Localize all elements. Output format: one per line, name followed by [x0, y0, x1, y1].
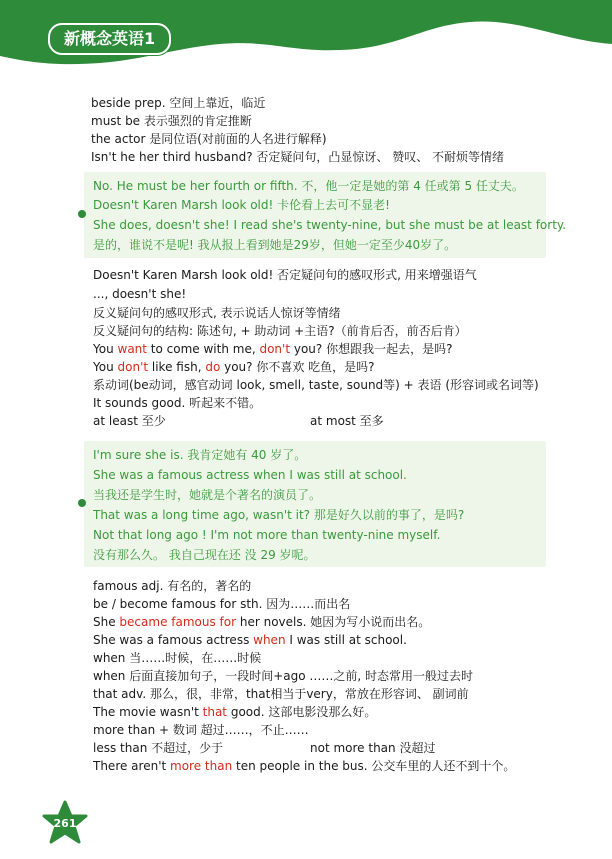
highlight-word: became famous for	[119, 615, 237, 629]
dialog-line: I'm sure she is. 我肯定她有 40 岁了。	[93, 448, 307, 462]
example-sentence	[93, 613, 430, 631]
dialog-line: 没有那么久。 我自己现在还 没 29 岁呢。	[93, 548, 316, 562]
note-line: at least 至少	[93, 414, 166, 428]
text-segment: You	[93, 360, 118, 374]
dialog-line: Doesn't Karen Marsh look old! 卡伦看上去可不显老!	[93, 198, 390, 212]
text-segment: ten people in the bus. 公交车里的人还不到十个。	[232, 759, 516, 773]
text-segment: She	[93, 615, 120, 629]
note-line: be / become famous for sth. 因为……而出名	[93, 597, 351, 611]
dialog-line: That was a long time ago, wasn't it? 那是好久以前的事了，是吗?	[93, 508, 465, 522]
note-line: 系动词(be动词，感官动词 look, smell, taste, sound等) + 表语 (形容词或名词等)	[93, 378, 539, 392]
dialog-line: She was a famous actress when I was still at school.	[93, 468, 407, 482]
bullet-dot	[78, 499, 86, 507]
note-line: Doesn't Karen Marsh look old! 否定疑问句的感叹形式, 用来增强语气	[93, 268, 477, 282]
highlight-word: that	[202, 705, 228, 719]
note-line: more than + 数词 超过……，不止……	[93, 723, 309, 737]
text-segment: like fish,	[148, 360, 206, 374]
dialog-line: Not that long ago ! I'm not more than twenty-nine myself.	[93, 528, 441, 542]
text-segment: The movie wasn't	[93, 705, 203, 719]
book-title: 新概念英语1	[48, 23, 171, 55]
dialog-line: 是的，谁说不是呢! 我从报上看到她是29岁，但她一定至少40岁了。	[93, 238, 457, 252]
note-line: the actor 是同位语(对前面的人名进行解释)	[91, 132, 327, 146]
text-segment: you? 你想跟我一起去，是吗?	[290, 342, 453, 356]
page-number: 261	[53, 817, 77, 830]
note-line: less than 不超过，少于	[93, 741, 224, 755]
text-segment: her novels. 她因为写小说而出名。	[236, 615, 431, 629]
note-line: ..., doesn't she!	[93, 287, 187, 301]
dialog-line: 当我还是学生时，她就是个著名的演员了。	[93, 488, 322, 502]
highlight-word: don't	[259, 342, 291, 356]
dialog-line: No. He must be her fourth or fifth. 不，他一定是她的第 4 任或第 5 任丈夫。	[93, 179, 524, 193]
bullet-dot	[78, 210, 86, 218]
text-segment: good. 这部电影没那么好。	[227, 705, 377, 719]
note-line: Isn't he her third husband? 否定疑问句，凸显惊讶、 赞叹、 不耐烦等情绪	[91, 150, 505, 164]
note-line: It sounds good. 听起来不错。	[93, 396, 262, 410]
note-line: when 当……时候，在……时候	[93, 651, 262, 665]
text-segment: I was still at school.	[285, 633, 407, 647]
note-line: famous adj. 有名的，著名的	[93, 579, 252, 593]
highlight-word: want	[117, 342, 147, 356]
example-sentence	[93, 757, 515, 775]
dialog-line: She does, doesn't she! I read she's twenty-nine, but she must be at least forty.	[93, 218, 567, 232]
text-segment: There aren't	[93, 759, 171, 773]
note-line: must be 表示强烈的肯定推断	[91, 114, 252, 128]
note-line: that adv. 那么，很，非常，that相当于very，常放在形容词、 副词前	[93, 687, 469, 701]
example-sentence	[93, 340, 452, 358]
highlight-word: don't	[117, 360, 149, 374]
text-segment: She was a famous actress	[93, 633, 254, 647]
highlight-word: more than	[170, 759, 233, 773]
note-line: 反义疑问句的感叹形式, 表示说话人惊讶等情绪	[93, 306, 341, 320]
example-sentence	[93, 631, 407, 649]
highlight-word: when	[253, 633, 286, 647]
text-segment: You	[93, 342, 118, 356]
note-line: 反义疑问句的结构: 陈述句, + 助动词 +主语?（前肯后否，前否后肯）	[93, 324, 467, 338]
text-segment: you? 你不喜欢 吃鱼，是吗?	[220, 360, 375, 374]
text-segment: to come with me,	[146, 342, 260, 356]
note-line: not more than 没超过	[310, 741, 436, 755]
note-line: when 后面直接加句子，一段时间+ago ……之前, 时态常用一般过去时	[93, 669, 474, 683]
highlight-word: do	[205, 360, 221, 374]
example-sentence	[93, 703, 376, 721]
note-line: beside prep. 空间上靠近，临近	[91, 96, 266, 110]
note-line: at most 至多	[310, 414, 384, 428]
example-sentence	[93, 358, 375, 376]
